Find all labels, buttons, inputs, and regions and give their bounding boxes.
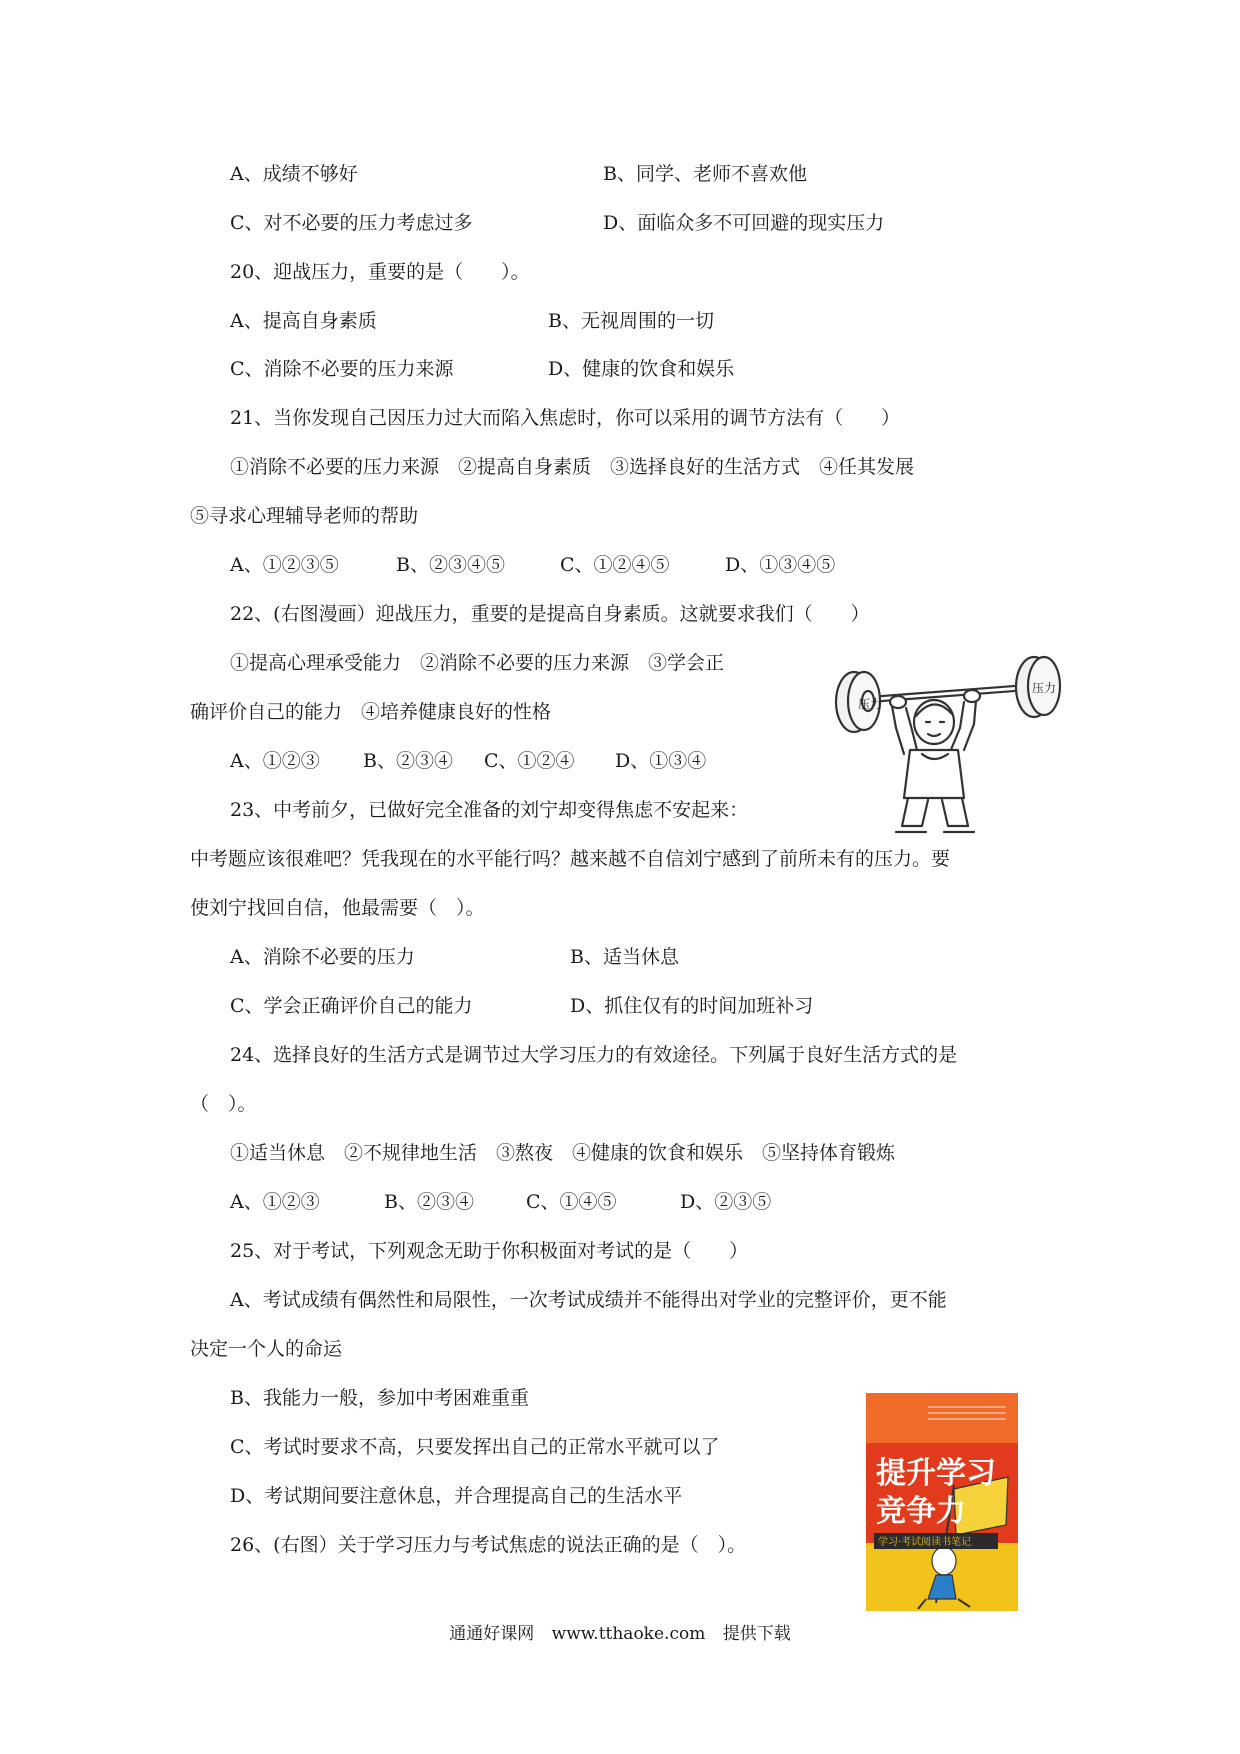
q25-option-a-line1: A、考试成绩有偶然性和局限性，一次考试成绩并不能得出对学业的完整评价，更不能 [230,1289,947,1311]
q24-option-b: B、②③④ [384,1191,474,1213]
q21-option-a: A、①②③⑤ [230,554,339,576]
q25-option-b: B、我能力一般，参加中考困难重重 [230,1387,529,1409]
q20-option-c: C、消除不必要的压力来源 [230,358,454,380]
left-plate-label: 压力 [858,697,883,711]
q20-option-b: B、无视周围的一切 [548,310,714,332]
q23-option-d: D、抓住仅有的时间加班补习 [570,995,814,1017]
right-plate-label: 压力 [1032,681,1057,695]
q21-option-d: D、①③④⑤ [725,554,836,576]
q23-stem-line3: 使刘宁找回自信，他最需要（ ）。 [190,897,485,919]
q25-stem: 25、对于考试，下列观念无助于你积极面对考试的是（ ） [230,1240,749,1262]
q22-option-d: D、①③④ [615,750,707,772]
footer-suffix: 提供下载 [722,1624,791,1644]
q24-stem-line2: （ ）。 [190,1093,257,1115]
q24-stem-line1: 24、选择良好的生活方式是调节过大学习压力的有效途径。下列属于良好生活方式的是 [230,1044,958,1066]
q26-stem: 26、(右图）关于学习压力与考试焦虑的说法正确的是（ ）。 [230,1534,747,1556]
q21-items-line1: ①消除不必要的压力来源 ②提高自身素质 ③选择良好的生活方式 ④任其发展 [230,456,915,478]
page-footer [0,1623,1240,1645]
footer-site-name: 通通好课网 [449,1624,535,1644]
q19-option-b: B、同学、老师不喜欢他 [603,163,807,185]
footer-url[interactable]: www.tthaoke.com [551,1624,706,1644]
q20-option-d: D、健康的饮食和娱乐 [548,358,735,380]
q23-stem-line1: 23、中考前夕，已做好完全准备的刘宁却变得焦虑不安起来： [230,799,749,821]
q23-stem-line2: 中考题应该很难吧？凭我现在的水平能行吗？越来越不自信刘宁感到了前所未有的压力。要 [190,848,951,870]
q23-option-a: A、消除不必要的压力 [230,946,415,968]
book-title-line1: 提升学习 [876,1456,996,1491]
q19-option-d: D、面临众多不可回避的现实压力 [603,212,885,234]
q22-items-line1: ①提高心理承受能力 ②消除不必要的压力来源 ③学会正 [230,652,725,674]
q22-items-line2: 确评价自己的能力 ④培养健康良好的性格 [190,701,552,723]
q19-option-a: A、成绩不够好 [230,163,358,185]
q25-option-d: D、考试期间要注意休息，并合理提高自己的生活水平 [230,1485,683,1507]
q23-option-b: B、适当休息 [570,946,679,968]
q24-option-d: D、②③⑤ [680,1191,772,1213]
q21-option-b: B、②③④⑤ [396,554,505,576]
q25-option-c: C、考试时要求不高，只要发挥出自己的正常水平就可以了 [230,1436,720,1458]
q19-option-c: C、对不必要的压力考虑过多 [230,212,473,234]
q23-option-c: C、学会正确评价自己的能力 [230,995,473,1017]
q21-items-line2: ⑤寻求心理辅导老师的帮助 [190,505,419,527]
q22-option-a: A、①②③ [230,750,320,772]
q22-option-c: C、①②④ [484,750,575,772]
q21-stem: 21、当你发现自己因压力过大而陷入焦虑时，你可以采用的调节方法有（ ） [230,407,901,429]
book-cover-image [866,1393,1018,1611]
q24-option-c: C、①④⑤ [526,1191,617,1213]
weightlifter-cartoon [826,650,1072,840]
q25-option-a-line2: 决定一个人的命运 [190,1338,343,1360]
q20-option-a: A、提高自身素质 [230,310,377,332]
q24-option-a: A、①②③ [230,1191,320,1213]
book-title-line2: 竞争力 [876,1494,966,1529]
q22-stem: 22、(右图漫画）迎战压力，重要的是提高自身素质。这就要求我们（ ） [230,603,870,625]
q22-option-b: B、②③④ [363,750,453,772]
q20-stem: 20、迎战压力，重要的是（ ）。 [230,261,530,283]
q21-option-c: C、①②④⑤ [560,554,670,576]
book-subtitle: 学习·考试阅读书笔记 [878,1537,972,1548]
q24-items: ①适当休息 ②不规律地生活 ③熬夜 ④健康的饮食和娱乐 ⑤坚持体育锻炼 [230,1142,896,1164]
